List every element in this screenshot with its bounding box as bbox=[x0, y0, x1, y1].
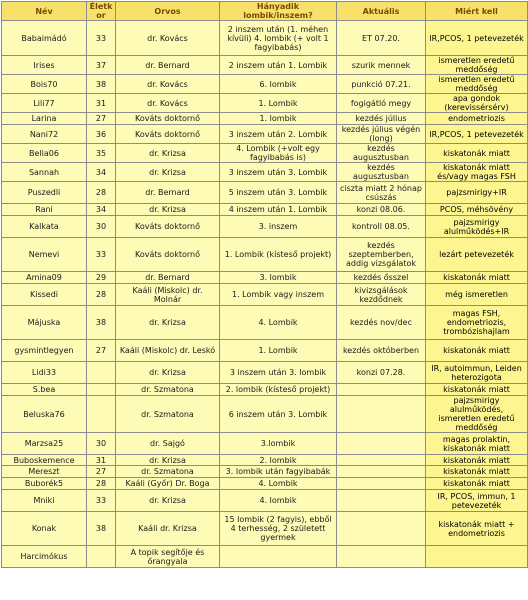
cell-name: S.bea bbox=[2, 384, 87, 396]
cell-name: Bois70 bbox=[2, 75, 87, 94]
table-row bbox=[2, 490, 528, 512]
table-row bbox=[2, 384, 528, 396]
cell-current: ciszta miatt 2 hónap csúszás bbox=[337, 182, 426, 204]
cell-current: fogigátló megy bbox=[337, 94, 426, 113]
cell-round: 2. lombik bbox=[220, 455, 337, 466]
cell-doctor: dr. Kovács bbox=[116, 94, 220, 113]
cell-name: Babaimádó bbox=[2, 21, 87, 56]
cell-doctor: dr. Kovács bbox=[116, 21, 220, 56]
cell-age: 28 bbox=[87, 478, 116, 490]
cell-name: Nani72 bbox=[2, 125, 87, 144]
cell-reason: még ismeretlen bbox=[426, 284, 528, 306]
cell-round: 3 inszem után 3. Lombik bbox=[220, 163, 337, 182]
table-row bbox=[2, 94, 528, 113]
cell-doctor: dr. Krizsa bbox=[116, 490, 220, 512]
table-row bbox=[2, 144, 528, 163]
cell-reason: pajzsmirigy alulműködés+IR bbox=[426, 216, 528, 238]
table-row bbox=[2, 125, 528, 144]
cell-current bbox=[337, 455, 426, 466]
cell-doctor: dr. Krizsa bbox=[116, 144, 220, 163]
cell-name: Bella06 bbox=[2, 144, 87, 163]
cell-round: 6. lombik bbox=[220, 75, 337, 94]
cell-round: 2. lombik (kísteső projekt) bbox=[220, 384, 337, 396]
cell-age: 38 bbox=[87, 75, 116, 94]
cell-age: 35 bbox=[87, 144, 116, 163]
cell-round: 1. Lombik bbox=[220, 340, 337, 362]
cell-round: 1. Lombik vagy inszem bbox=[220, 284, 337, 306]
table-row bbox=[2, 56, 528, 75]
cell-current bbox=[337, 433, 426, 455]
cell-reason: ismeretlen eredetű meddőség bbox=[426, 75, 528, 94]
cell-reason: kiskatonák miatt bbox=[426, 455, 528, 466]
cell-age: 29 bbox=[87, 272, 116, 284]
table-row bbox=[2, 113, 528, 125]
cell-round: 3. inszem bbox=[220, 216, 337, 238]
cell-round: 4. lombik bbox=[220, 490, 337, 512]
cell-age: 30 bbox=[87, 433, 116, 455]
cell-name: Marzsa25 bbox=[2, 433, 87, 455]
cell-doctor: Kováts doktornő bbox=[116, 216, 220, 238]
cell-current bbox=[337, 396, 426, 433]
cell-name: Mereszt bbox=[2, 466, 87, 478]
table-row bbox=[2, 455, 528, 466]
cell-name: Mniki bbox=[2, 490, 87, 512]
table-row bbox=[2, 238, 528, 272]
table-row bbox=[2, 182, 528, 204]
cell-round: 1. Lombik (kísteső projekt) bbox=[220, 238, 337, 272]
cell-doctor: dr. Krizsa bbox=[116, 204, 220, 216]
cell-doctor: Kováts doktornő bbox=[116, 125, 220, 144]
cell-doctor: dr. Bernard bbox=[116, 272, 220, 284]
cell-reason: pajzsmirigy+IR bbox=[426, 182, 528, 204]
cell-current: kezdés októberben bbox=[337, 340, 426, 362]
cell-age: 27 bbox=[87, 113, 116, 125]
cell-name: Lidi33 bbox=[2, 362, 87, 384]
cell-name: Harcimókus bbox=[2, 546, 87, 568]
cell-doctor: dr. Szmatona bbox=[116, 396, 220, 433]
cell-doctor: A topik segítője és őrangyala bbox=[116, 546, 220, 568]
cell-name: gysmintlegyen bbox=[2, 340, 87, 362]
cell-current: kezdés ősszel bbox=[337, 272, 426, 284]
cell-current: kivizsgálások kezdődnek bbox=[337, 284, 426, 306]
cell-reason: magas FSH, endometriozis, trombózishajlam bbox=[426, 306, 528, 340]
cell-doctor: dr. Szmatona bbox=[116, 384, 220, 396]
cell-current: kezdés július bbox=[337, 113, 426, 125]
cell-round: 3. lombik bbox=[220, 272, 337, 284]
cell-reason: kiskatonák miatt bbox=[426, 466, 528, 478]
table-row bbox=[2, 306, 528, 340]
cell-doctor: Kováts doktornő bbox=[116, 113, 220, 125]
cell-round: 6 inszem után 3. Lombik bbox=[220, 396, 337, 433]
roster-body bbox=[2, 21, 528, 568]
cell-current: kezdés szeptemberben, addig vizsgálatok bbox=[337, 238, 426, 272]
cell-name: Kalkata bbox=[2, 216, 87, 238]
header-row bbox=[2, 2, 528, 21]
cell-age: 36 bbox=[87, 125, 116, 144]
cell-current: kezdés nov/dec bbox=[337, 306, 426, 340]
header-round: Hányadik lombik/inszem? bbox=[220, 2, 337, 21]
cell-doctor: dr. Krizsa bbox=[116, 163, 220, 182]
cell-round: 1. Lombik bbox=[220, 94, 337, 113]
cell-current: konzi 08.06. bbox=[337, 204, 426, 216]
cell-round: 4. Lombik bbox=[220, 306, 337, 340]
header-reason: Miért kell bbox=[426, 2, 528, 21]
cell-current: punkció 07.21. bbox=[337, 75, 426, 94]
table-row bbox=[2, 546, 528, 568]
header-name: Név bbox=[2, 2, 87, 21]
cell-name: Amina09 bbox=[2, 272, 87, 284]
cell-reason: kiskatonák miatt bbox=[426, 272, 528, 284]
cell-reason: kiskatonák miatt bbox=[426, 478, 528, 490]
cell-reason: kiskatonák miatt bbox=[426, 144, 528, 163]
cell-reason: IR,PCOS, 1 petevezeték bbox=[426, 21, 528, 56]
cell-reason: IR, autoimmun, Leiden heterozigota bbox=[426, 362, 528, 384]
roster-table bbox=[1, 1, 528, 568]
cell-doctor: Kováts doktornő bbox=[116, 238, 220, 272]
cell-round: 3 inszem után 2. Lombik bbox=[220, 125, 337, 144]
cell-age: 34 bbox=[87, 204, 116, 216]
cell-current bbox=[337, 466, 426, 478]
cell-current: kezdés augusztusban bbox=[337, 144, 426, 163]
cell-reason: ismeretlen eredetű meddőség bbox=[426, 56, 528, 75]
cell-reason: endometriozis bbox=[426, 113, 528, 125]
cell-doctor: dr. Sajgó bbox=[116, 433, 220, 455]
cell-reason: lezárt petevezeték bbox=[426, 238, 528, 272]
cell-name: Kissedi bbox=[2, 284, 87, 306]
cell-age: 34 bbox=[87, 163, 116, 182]
cell-age bbox=[87, 546, 116, 568]
cell-current bbox=[337, 384, 426, 396]
cell-round: 2 inszem után 1. Lombik bbox=[220, 56, 337, 75]
cell-round: 1. lombik bbox=[220, 113, 337, 125]
cell-current: ET 07.20. bbox=[337, 21, 426, 56]
table-row bbox=[2, 433, 528, 455]
cell-age bbox=[87, 384, 116, 396]
cell-age: 27 bbox=[87, 340, 116, 362]
cell-name: Májuska bbox=[2, 306, 87, 340]
cell-reason: PCOS, méhsövény bbox=[426, 204, 528, 216]
cell-age: 33 bbox=[87, 21, 116, 56]
cell-age: 31 bbox=[87, 455, 116, 466]
cell-round: 2 inszem után (1. méhen kívüli) 4. lombik (+ volt 1 fagyibabás) bbox=[220, 21, 337, 56]
cell-reason: magas prolaktin, kiskatonák miatt bbox=[426, 433, 528, 455]
table-row bbox=[2, 478, 528, 490]
cell-name: Konak bbox=[2, 512, 87, 546]
cell-doctor: Kaáli (Győr) Dr. Boga bbox=[116, 478, 220, 490]
cell-age: 27 bbox=[87, 466, 116, 478]
table-row bbox=[2, 340, 528, 362]
cell-current bbox=[337, 490, 426, 512]
cell-reason: IR, PCOS, immun, 1 petevezeték bbox=[426, 490, 528, 512]
table-row bbox=[2, 21, 528, 56]
cell-current: konzi 07.28. bbox=[337, 362, 426, 384]
cell-name: Lili77 bbox=[2, 94, 87, 113]
cell-doctor: dr. Kovács bbox=[116, 75, 220, 94]
table-row bbox=[2, 396, 528, 433]
cell-current: kontroll 08.05. bbox=[337, 216, 426, 238]
header-doctor: Orvos bbox=[116, 2, 220, 21]
cell-reason: kiskatonák miatt és/vagy magas FSH bbox=[426, 163, 528, 182]
cell-age: 37 bbox=[87, 56, 116, 75]
cell-name: Rani bbox=[2, 204, 87, 216]
cell-round: 15 lombik (2 fagyis), ebből 4 terhesség, 2 született gyermek bbox=[220, 512, 337, 546]
cell-doctor: dr. Krizsa bbox=[116, 306, 220, 340]
cell-round: 4 inszem után 1. Lombik bbox=[220, 204, 337, 216]
cell-reason bbox=[426, 546, 528, 568]
cell-reason: apa gondok (kerevissérsérv) bbox=[426, 94, 528, 113]
cell-reason: IR,PCOS, 1 petevezeték bbox=[426, 125, 528, 144]
cell-round: 3. lombik után fagyibabák bbox=[220, 466, 337, 478]
header-age: Életkor bbox=[87, 2, 116, 21]
cell-reason: kiskatonák miatt bbox=[426, 384, 528, 396]
cell-age: 33 bbox=[87, 238, 116, 272]
cell-doctor: dr. Krizsa bbox=[116, 362, 220, 384]
cell-age: 38 bbox=[87, 512, 116, 546]
cell-name: Puszedli bbox=[2, 182, 87, 204]
table-row bbox=[2, 216, 528, 238]
cell-age: 28 bbox=[87, 182, 116, 204]
cell-name: Sannah bbox=[2, 163, 87, 182]
cell-name: Buborék5 bbox=[2, 478, 87, 490]
cell-doctor: Kaáli (Miskolc) dr. Leskó bbox=[116, 340, 220, 362]
cell-doctor: Kaáli dr. Krizsa bbox=[116, 512, 220, 546]
cell-doctor: dr. Bernard bbox=[116, 56, 220, 75]
cell-age: 38 bbox=[87, 306, 116, 340]
cell-name: Buboskemence bbox=[2, 455, 87, 466]
cell-age bbox=[87, 396, 116, 433]
cell-doctor: dr. Szmatona bbox=[116, 466, 220, 478]
cell-age bbox=[87, 362, 116, 384]
cell-round: 3.lombik bbox=[220, 433, 337, 455]
table-row bbox=[2, 466, 528, 478]
cell-age: 33 bbox=[87, 490, 116, 512]
table-row bbox=[2, 204, 528, 216]
cell-current bbox=[337, 478, 426, 490]
cell-name: Irises bbox=[2, 56, 87, 75]
table-row bbox=[2, 163, 528, 182]
cell-doctor: Kaáli (Miskolc) dr. Molnár bbox=[116, 284, 220, 306]
cell-reason: kiskatonák miatt + endometriozis bbox=[426, 512, 528, 546]
cell-round: 5 inszem után 3. Lombik bbox=[220, 182, 337, 204]
cell-name: Nemevi bbox=[2, 238, 87, 272]
table-row bbox=[2, 512, 528, 546]
cell-current: szurik mennek bbox=[337, 56, 426, 75]
cell-round: 4. Lombik (+volt egy fagyibabás is) bbox=[220, 144, 337, 163]
cell-reason: kiskatonák miatt bbox=[426, 340, 528, 362]
cell-reason: pajzsmirigy alulműködés, ismeretlen eredetű meddőség bbox=[426, 396, 528, 433]
cell-name: Beluska76 bbox=[2, 396, 87, 433]
table-row bbox=[2, 284, 528, 306]
table-row bbox=[2, 75, 528, 94]
header-current: Aktuális bbox=[337, 2, 426, 21]
cell-current bbox=[337, 546, 426, 568]
cell-age: 31 bbox=[87, 94, 116, 113]
cell-name: Larina bbox=[2, 113, 87, 125]
table-row bbox=[2, 272, 528, 284]
cell-age: 30 bbox=[87, 216, 116, 238]
cell-current: kezdés július végén (long) bbox=[337, 125, 426, 144]
cell-age: 28 bbox=[87, 284, 116, 306]
cell-round: 4. Lombik bbox=[220, 478, 337, 490]
cell-round bbox=[220, 546, 337, 568]
cell-current bbox=[337, 512, 426, 546]
cell-doctor: dr. Krizsa bbox=[116, 455, 220, 466]
cell-current: kezdés augusztusban bbox=[337, 163, 426, 182]
table-row bbox=[2, 362, 528, 384]
cell-round: 3 inszem után 3. lombik bbox=[220, 362, 337, 384]
cell-doctor: dr. Bernard bbox=[116, 182, 220, 204]
